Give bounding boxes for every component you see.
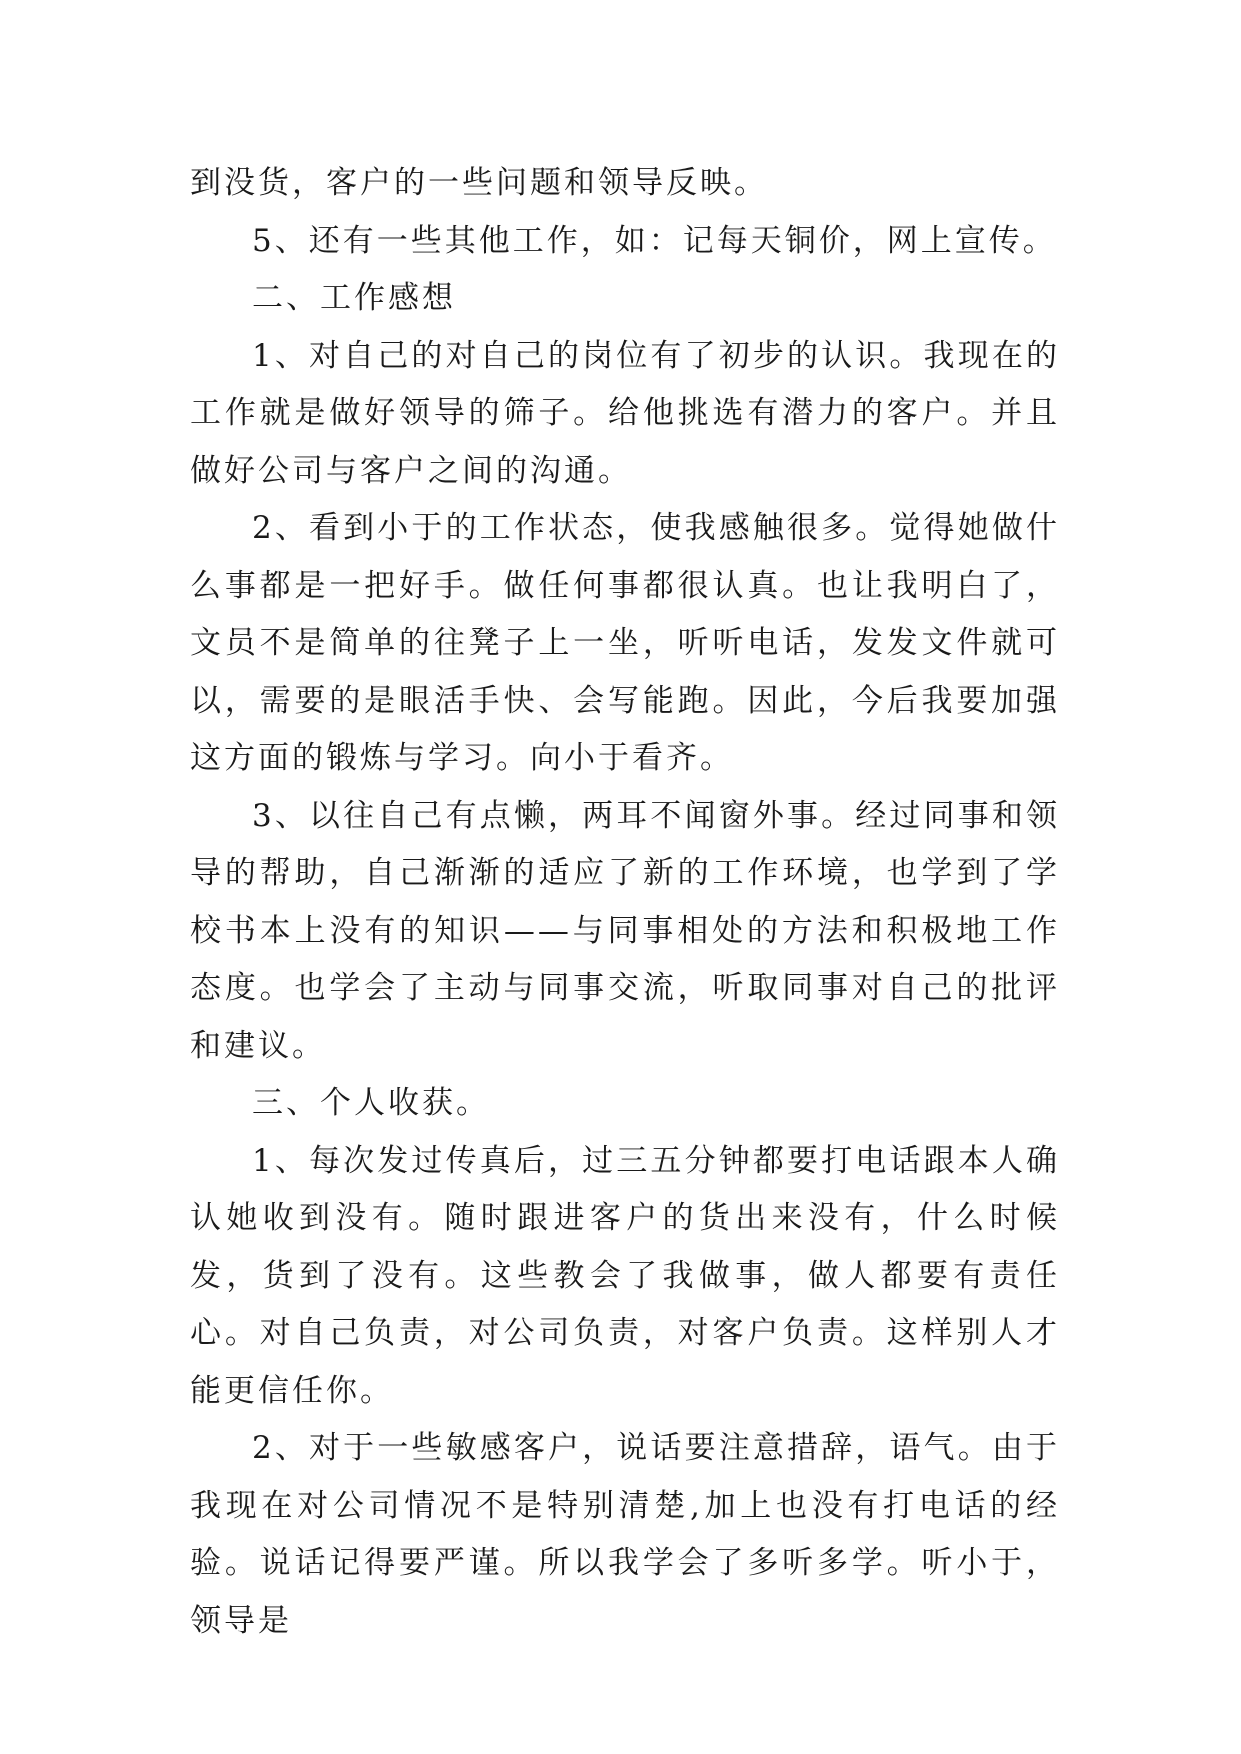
- paragraph-4: 2、看到小于的工作状态，使我感触很多。觉得她做什么事都是一把好手。做任何事都很认真。也让我明白了，文员不是简单的往凳子上一坐，听听电话，发发文件就可以，需要的是眼活手快、会写能跑。因此，今后我要加强这方面的锻炼与学习。向小于看齐。: [190, 510, 1060, 776]
- paragraph-1: 到没货，客户的一些问题和领导反映。: [190, 165, 768, 201]
- paragraph-5: 3、以往自己有点懒，两耳不闻窗外事。经过同事和领导的帮助，自己渐渐的适应了新的工作环境，也学到了学校书本上没有的知识——与同事相处的方法和积极地工作态度。也学会了主动与同事交流，听取同事对自己的批评和建议。: [190, 797, 1060, 1064]
- paragraph-7: 2、对于一些敏感客户，说话要注意措辞，语气。由于我现在对公司情况不是特别清楚,加上也没有打电话的经验。说话记得要严谨。所以我学会了多听多学。听小于，领导是: [190, 1430, 1060, 1639]
- paragraph-6: 1、每次发过传真后，过三五分钟都要打电话跟本人确认她收到没有。随时跟进客户的货出来没有，什么时候发，货到了没有。这些教会了我做事，做人都要有责任心。对自己负责，对公司负责，对客户负责。这样别人才能更信任你。: [190, 1142, 1060, 1409]
- document-body: [190, 155, 1060, 1650]
- paragraph-2: 5、还有一些其他工作，如：记每天铜价，网上宣传。: [252, 222, 1057, 259]
- section-heading-3: 三、个人收获。: [252, 1085, 490, 1121]
- paragraph-3: 1、对自己的对自己的岗位有了初步的认识。我现在的工作就是做好领导的筛子。给他挑选有潜力的客户。并且做好公司与客户之间的沟通。: [190, 337, 1060, 489]
- section-heading-2: 二、工作感想: [252, 280, 456, 316]
